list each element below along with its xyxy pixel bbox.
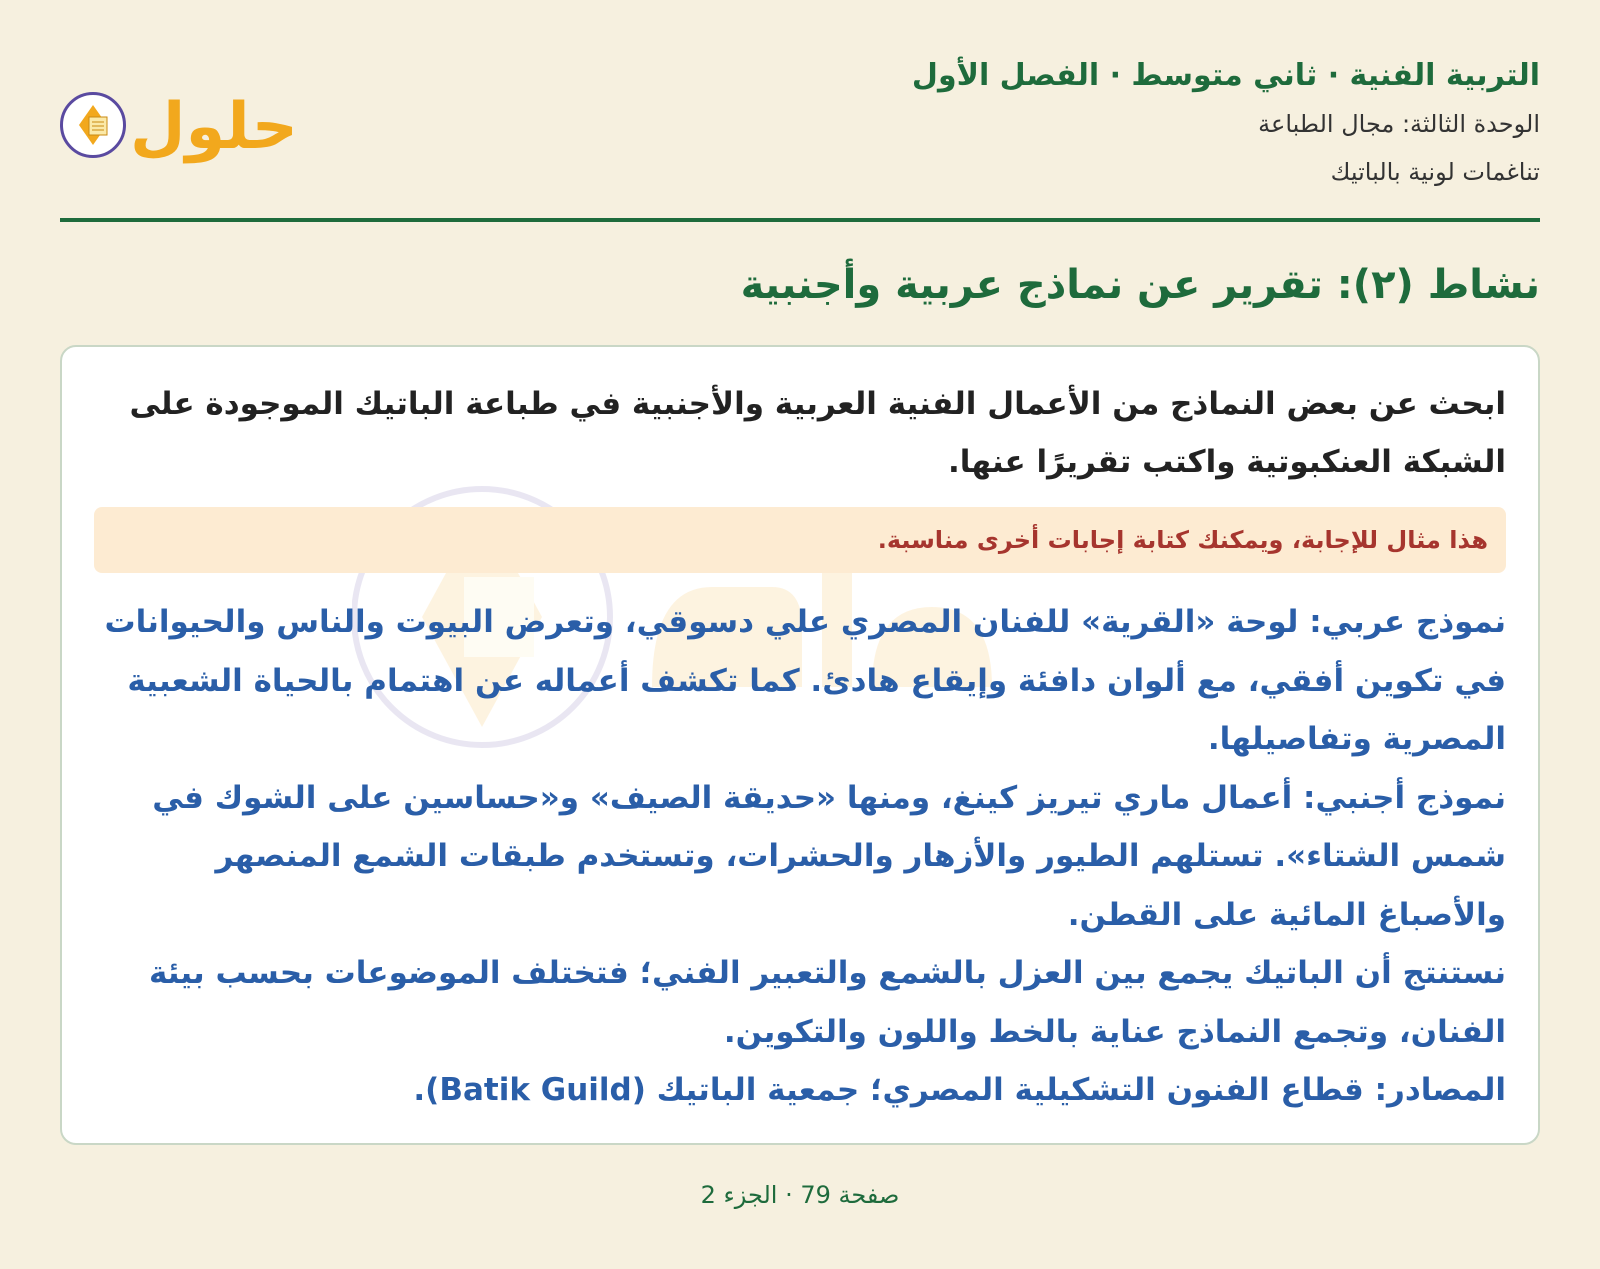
page bbox=[60, 0, 1540, 1269]
answer-foreign-example: نموذج أجنبي: أعمال ماري تيريز كينغ، ومنها «حديقة الصيف» و«حساسين على الشوك في شمس الشتاء». تستلهم الطيور والأزهار والحشرات، وتستخدم طبقات الشمع المنصهر والأصباغ المائية على القطن. bbox=[152, 779, 1506, 933]
activity-card bbox=[60, 345, 1540, 1145]
header-text bbox=[912, 52, 1540, 196]
header bbox=[60, 52, 1540, 202]
activity-title: نشاط (٢): تقرير عن نماذج عربية وأجنبية bbox=[740, 262, 1540, 308]
answer-arab-example: نموذج عربي: لوحة «القرية» للفنان المصري علي دسوقي، وتعرض البيوت والناس والحيوانات في تكوين أفقي، مع ألوان دافئة وإيقاع هادئ. كما تكشف أعماله عن اهتمام بالحياة الشعبية المصرية وتفاصيلها. bbox=[104, 604, 1506, 757]
subject-line: التربية الفنية · ثاني متوسط · الفصل الأول bbox=[911, 58, 1540, 93]
page-footer: صفحة 79 · الجزء 2 bbox=[700, 1181, 900, 1209]
answer-sources: المصادر: قطاع الفنون التشكيلية المصري؛ جمعية الباتيك (Batik Guild). bbox=[413, 1072, 1506, 1108]
card-content bbox=[94, 375, 1506, 1120]
answer-note: هذا مثال للإجابة، ويمكنك كتابة إجابات أخرى مناسبة. bbox=[94, 507, 1506, 573]
logo bbox=[60, 82, 298, 182]
logo-word: حلول bbox=[130, 90, 298, 164]
book-icon bbox=[60, 92, 126, 158]
question-text: ابحث عن بعض النماذج من الأعمال الفنية العربية والأجنبية في طباعة الباتيك الموجودة على الشبكة العنكبوتية واكتب تقريرًا عنها. bbox=[129, 386, 1506, 480]
answers bbox=[94, 593, 1506, 1120]
answer-conclusion: نستنتج أن الباتيك يجمع بين العزل بالشمع والتعبير الفني؛ فتختلف الموضوعات بحسب بيئة الفنان، وتجمع النماذج عناية بالخط واللون والتكوين. bbox=[148, 955, 1506, 1050]
unit-line: الوحدة الثالثة: مجال الطباعة bbox=[1258, 110, 1540, 138]
lesson-line: تناغمات لونية بالباتيك bbox=[1330, 158, 1540, 186]
header-divider bbox=[60, 218, 1540, 222]
